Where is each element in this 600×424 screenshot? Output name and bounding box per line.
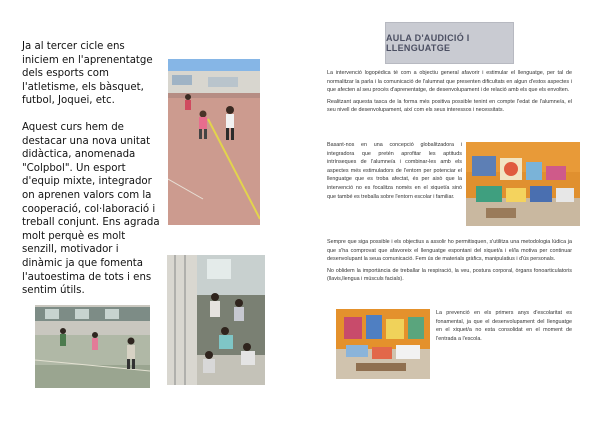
photo-classroom-games-table: [336, 309, 430, 379]
global-approach-paragraph: Basant-nos en una concepció globalitzadora i integradora que pretén aprofitar les aptituds intrínseques de l'alumne/a i combinar-les amb els aspectes més estimuladors de l'entorn per potenciar el llenguatge que es troba afectat, és per això que la intervenció no es focalitza només en el xiquet/a sinó que també es treballa sobre l'entorn escolar i familiar.: [327, 142, 462, 200]
section-title-banner: [385, 22, 514, 64]
methodology-paragraph: Sempre que siga possible i els objectius a assolir ho permitisquen, s'utilitza una metodologia lúdica ja que s'ha comprovat que afavoreix el llenguatge espontani del xiquet/a i el/la motiva per continuar desenvolupant la seua comunicació. Fem ús de materials gràfics, manipulatius i d'ús personals.: [327, 239, 572, 263]
intervention-objective-paragraph: La intervenció logopèdica té com a objectiu general afavorir i estimular el llenguatge, per tal de normalitzar la parla i la comunicació de l'alumnat que presenten dificultats en algun d'estos aspectes i que afecten al seu procés d'aprenentatge, de desenvolupament i de relació amb els que els envolten.: [327, 70, 572, 94]
prevention-text-block: [436, 309, 572, 346]
left-text-column: [22, 40, 160, 311]
global-approach-block: [327, 141, 462, 204]
methodology-text-block: [327, 238, 572, 287]
colpbol-paragraph: Aquest curs hem de destacar una nova unitat didàctica, anomenada "Colpbol". Un esport d'equip mixte, integrador on aprenen valors com la cooperació, col·laboració i treball conjunt. Ens agrada molt perquè es molt senzill, motivador i dinàmic ja que fomenta l'autoestima de tots i ens sentim útils.: [22, 121, 160, 297]
photo-students-sitting-pavilion: [167, 255, 265, 385]
photo-kids-playing-courtyard: [168, 59, 260, 225]
sports-intro-paragraph: Ja al tercer cicle ens iniciem en l'aprenentatge dels esports com l'atletisme, els bàsquet, futbol, Joquei, etc.: [22, 41, 153, 107]
breathing-paragraph: No oblidem la importància de treballar la respiració, la veu, postura corporal, òrgans fonoarticulatoris (llavis,llengua i músculs facials).: [327, 267, 572, 283]
intro-text-block: [327, 69, 572, 118]
photo-speech-therapy-materials: [466, 142, 580, 226]
positive-approach-paragraph: Realitzant aquesta tasca de la forma més positiva possible tenint en compte l'edat de l'alumne/a, el seu nivell de desenvolupament, així com els seus interessos i necessitats.: [327, 98, 572, 114]
page-title: AULA D'AUDICIÓ I LLENGUATGE: [386, 33, 470, 53]
prevention-paragraph: La prevenció en els primers anys d'escolaritat es fonamental, ja que el desenvolupament del llenguatge en el xiquet/a no esta consolidat en el moment de l'entrada a l'escola.: [436, 310, 572, 342]
photo-gym-class: [35, 305, 150, 388]
